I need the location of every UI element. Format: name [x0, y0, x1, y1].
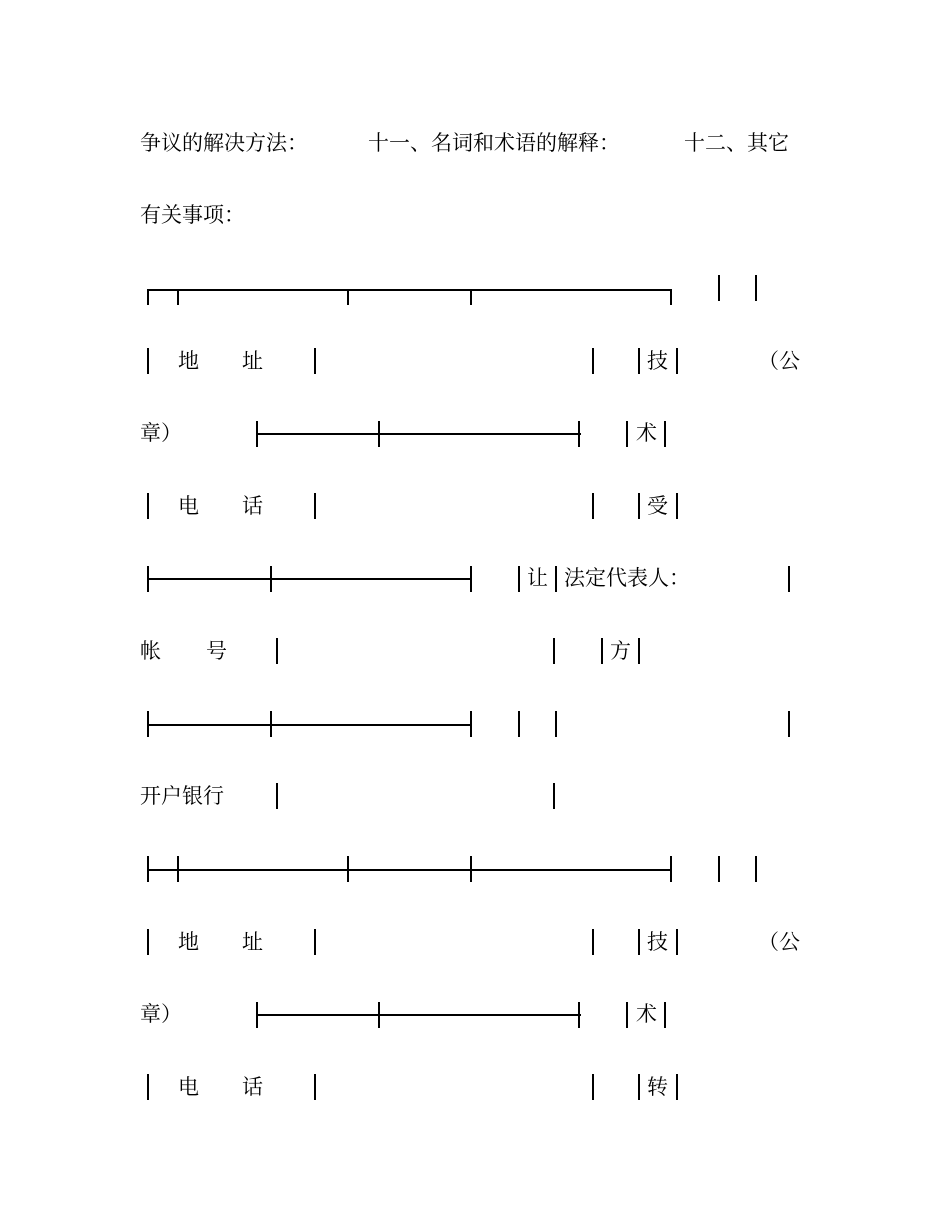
table-vbar: [270, 566, 272, 592]
table-vbar: [664, 1002, 666, 1028]
table-vbar: [592, 929, 594, 955]
table-vbar: [755, 856, 757, 882]
table-vbar: [676, 1074, 678, 1100]
table-vbar: [638, 493, 640, 519]
table-vbar: [638, 1074, 640, 1100]
side-char-zhuan: 转: [647, 1075, 668, 1099]
table-vbar: [788, 711, 790, 737]
side-char-fang: 方: [610, 639, 631, 663]
table-vbar: [718, 856, 720, 882]
table-vbar: [378, 421, 380, 447]
table-vbar: [177, 856, 179, 882]
table-rule: [147, 869, 672, 871]
table-vbar: [470, 566, 472, 592]
legal-representative-label: 法定代表人：: [564, 566, 690, 590]
table-vbar: [276, 638, 278, 664]
table-vbar: [718, 275, 720, 301]
table-vbar: [314, 1074, 316, 1100]
table-vbar: [347, 856, 349, 882]
table-vbar: [578, 421, 580, 447]
seal-open: （公: [758, 930, 800, 954]
table-vbar: [147, 856, 149, 882]
table-tick: [177, 289, 179, 305]
table-vbar: [676, 493, 678, 519]
table-rule-top: [147, 289, 672, 291]
account-label-char-2: 号: [206, 639, 227, 663]
table-vbar: [555, 566, 557, 592]
side-char-ji: 技: [647, 349, 668, 373]
side-char-rang: 让: [527, 566, 548, 590]
table-vbar: [314, 493, 316, 519]
table-vbar: [601, 638, 603, 664]
table-vbar: [676, 348, 678, 374]
table-vbar: [270, 711, 272, 737]
terms-explanation-heading: 十一、名词和术语的解释：: [368, 131, 620, 155]
other-matters-heading: 十二、其它: [684, 131, 789, 155]
table-vbar: [555, 711, 557, 737]
table-tick: [347, 289, 349, 305]
table-vbar: [147, 566, 149, 592]
table-vbar: [470, 711, 472, 737]
table-vbar: [592, 493, 594, 519]
table-vbar: [314, 348, 316, 374]
table-vbar: [518, 566, 520, 592]
table-vbar: [518, 711, 520, 737]
table-tick: [670, 289, 672, 305]
table-vbar: [676, 929, 678, 955]
table-vbar: [638, 348, 640, 374]
table-tick: [470, 289, 472, 305]
table-vbar: [147, 1074, 149, 1100]
table-vbar: [553, 783, 555, 809]
table-vbar: [755, 275, 757, 301]
table-vbar: [626, 1002, 628, 1028]
table-vbar: [638, 638, 640, 664]
side-char-shu: 术: [636, 1002, 657, 1026]
seal-close: 章）: [140, 421, 182, 445]
table-vbar: [147, 493, 149, 519]
table-rule: [147, 724, 472, 726]
bank-label: 开户银行: [140, 784, 224, 808]
table-vbar: [256, 1002, 258, 1028]
account-label-char-1: 帐: [140, 639, 161, 663]
table-vbar: [378, 1002, 380, 1028]
table-vbar: [592, 348, 594, 374]
phone-label-char-1: 电: [178, 1075, 199, 1099]
table-vbar: [578, 1002, 580, 1028]
table-vbar: [664, 421, 666, 447]
table-vbar: [256, 421, 258, 447]
side-char-ji: 技: [647, 930, 668, 954]
table-vbar: [147, 711, 149, 737]
table-vbar: [147, 929, 149, 955]
seal-open: （公: [758, 349, 800, 373]
address-label-char-2: 址: [242, 930, 263, 954]
table-rule: [256, 1014, 581, 1016]
address-label-char-1: 地: [178, 930, 199, 954]
other-matters-continuation: 有关事项：: [140, 203, 245, 227]
table-vbar: [553, 638, 555, 664]
phone-label-char-2: 话: [242, 494, 263, 518]
side-char-shu: 术: [636, 421, 657, 445]
phone-label-char-1: 电: [178, 494, 199, 518]
table-rule: [256, 433, 581, 435]
table-vbar: [638, 929, 640, 955]
table-tick: [147, 289, 149, 305]
table-rule: [147, 578, 472, 580]
table-vbar: [592, 1074, 594, 1100]
table-vbar: [626, 421, 628, 447]
address-label-char-2: 址: [242, 349, 263, 373]
table-vbar: [670, 856, 672, 882]
table-vbar: [276, 783, 278, 809]
table-vbar: [470, 856, 472, 882]
phone-label-char-2: 话: [242, 1075, 263, 1099]
seal-close: 章）: [140, 1002, 182, 1026]
table-vbar: [147, 348, 149, 374]
side-char-shou: 受: [647, 494, 668, 518]
dispute-resolution-heading: 争议的解决方法：: [140, 131, 308, 155]
table-vbar: [788, 566, 790, 592]
address-label-char-1: 地: [178, 349, 199, 373]
table-vbar: [314, 929, 316, 955]
